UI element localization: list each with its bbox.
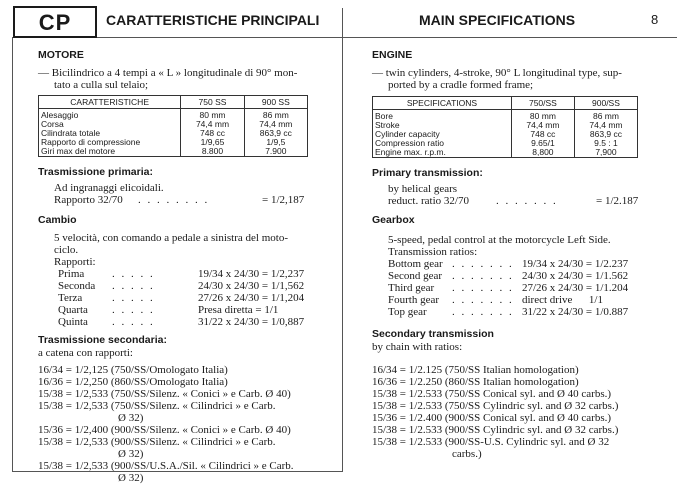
table-cell: 748 cc — [181, 129, 244, 138]
section-badge-label: CP — [38, 10, 72, 35]
secondary-ratio-line: 15/38 = 1/2,533 (750/SS/Silenz. « Cilindrici » e Carb. — [38, 400, 276, 412]
motore-spec-table — [38, 95, 308, 157]
page-number: 8 — [651, 12, 659, 27]
gear-ratio: 31/22 x 24/30 = 1/0.887 — [522, 306, 629, 318]
table-header: CARATTERISTICHE — [39, 96, 181, 109]
table-row — [39, 147, 308, 157]
engine-spec-table — [372, 96, 638, 158]
gearbox-line-2: Transmission ratios: — [388, 246, 478, 258]
cambio-line-2: ciclo. — [54, 244, 79, 256]
secondary-ratio-line: Ø 32) — [118, 472, 144, 484]
primaria-line-1: Ad ingranaggi elicoidali. — [54, 182, 164, 194]
table-cell: 7.900 — [244, 147, 307, 157]
motore-heading: MOTORE — [38, 49, 84, 61]
engine-heading: ENGINE — [372, 49, 413, 61]
leader-dots: . . . . . . . — [452, 258, 514, 270]
secondary-ratio-line: Ø 32) — [118, 412, 144, 424]
leader-dots: . . . . . . . — [452, 294, 514, 306]
trasmissione-primaria-heading: Trasmissione primaria: — [38, 166, 153, 178]
table-header: SPECIFICATIONS — [373, 97, 512, 110]
leader-dots: . . . . . . . — [452, 306, 514, 318]
secondary-ratio-line: 15/38 = 1/2.533 (750/SS Cylindric syl. and Ø 32 carbs.) — [372, 400, 619, 412]
table-cell: 9.65/1 — [511, 139, 574, 148]
motore-description-line-1: — Bicilindrico a 4 tempi a « L » longitudinale di 90° mon- — [38, 67, 298, 79]
table-cell: Rapporto di compressione — [39, 138, 181, 147]
table-header: 750 SS — [181, 96, 244, 109]
table-cell: 863,9 cc — [244, 129, 307, 138]
secondary-ratio-line: 15/38 = 1/2,533 (900/SS/U.S.A./Sil. « Cilindrici » e Carb. — [38, 460, 294, 472]
gear-label: Top gear — [388, 306, 427, 318]
primary-ratio-value: = 1/2.187 — [596, 195, 639, 207]
engine-description-line-1: — twin cylinders, 4-stroke, 90° L longitudinal type, sup- — [372, 67, 622, 79]
secondary-ratio-line: Ø 32) — [118, 448, 144, 460]
header-divider — [97, 37, 677, 38]
table-cell: Engine max. r.p.m. — [373, 148, 512, 158]
secondary-transmission-heading: Secondary transmission — [372, 328, 494, 340]
primary-ratio-label: reduct. ratio 32/70 — [388, 195, 469, 207]
table-cell: 748 cc — [511, 130, 574, 139]
table-cell: 8,800 — [511, 148, 574, 158]
gear-ratio: 19/34 x 24/30 = 1/2.237 — [522, 258, 629, 270]
gear-ratio: Presa diretta = 1/1 — [198, 304, 279, 316]
page-title-english: MAIN SPECIFICATIONS — [418, 12, 576, 28]
cambio-line-3: Rapporti: — [54, 256, 96, 268]
table-row — [373, 148, 638, 158]
gearbox-heading: Gearbox — [372, 214, 415, 226]
secondary-ratio-line: 15/38 = 1/2,533 (900/SS/Silenz. « Cilindrici » e Carb. — [38, 436, 276, 448]
table-cell: Cylinder capacity — [373, 130, 512, 139]
gear-label: Third gear — [388, 282, 435, 294]
secondary-ratio-line: 16/34 = 1/2.125 (750/SS Italian homologation) — [372, 364, 579, 376]
leader-dots: . . . . . . . . — [138, 194, 210, 206]
leader-dots: . . . . . . . — [496, 195, 558, 207]
gear-ratio: direct drive 1/1 — [522, 294, 603, 306]
table-cell: 74,4 mm — [181, 120, 244, 129]
table-cell: Corsa — [39, 120, 181, 129]
primaria-ratio-value: = 1/2,187 — [262, 194, 305, 206]
table-cell: 9.5 : 1 — [574, 139, 637, 148]
table-cell: Compression ratio — [373, 139, 512, 148]
secondary-ratio-line: 16/36 = 1/2.250 (860/SS Italian homologation) — [372, 376, 579, 388]
leader-dots: . . . . . . . — [452, 282, 514, 294]
primaria-ratio-label: Rapporto 32/70 — [54, 194, 123, 206]
gear-ratio: 27/26 x 24/30 = 1/1.204 — [522, 282, 629, 294]
gear-label: Prima — [58, 268, 85, 280]
secondary-ratio-line: 15/36 = 1/2.400 (900/SS Conical syl. and Ø 40 carbs.) — [372, 412, 612, 424]
gear-label: Fourth gear — [388, 294, 440, 306]
secondaria-line-1: a catena con rapporti: — [38, 347, 133, 359]
table-header: 750/SS — [511, 97, 574, 110]
gear-label: Quarta — [58, 304, 88, 316]
section-badge — [13, 6, 97, 38]
table-header: 900/SS — [574, 97, 637, 110]
table-cell: 8.800 — [181, 147, 244, 157]
table-cell: 80 mm — [511, 110, 574, 122]
gear-label: Second gear — [388, 270, 443, 282]
leader-dots: . . . . . — [112, 316, 155, 328]
gearbox-line-1: 5-speed, pedal control at the motorcycle Left Side. — [388, 234, 611, 246]
table-cell: Giri max del motore — [39, 147, 181, 157]
primary-line-1: by helical gears — [388, 183, 458, 195]
gear-ratio: 19/34 x 24/30 = 1/2,237 — [198, 268, 305, 280]
leader-dots: . . . . . — [112, 304, 155, 316]
table-cell: 86 mm — [574, 110, 637, 122]
table-cell: Cilindrata totale — [39, 129, 181, 138]
secondary-ratio-line: carbs.) — [452, 448, 482, 460]
table-cell: Alesaggio — [39, 109, 181, 121]
table-cell: Stroke — [373, 121, 512, 130]
table-header: 900 SS — [244, 96, 307, 109]
table-cell: 863,9 cc — [574, 130, 637, 139]
leader-dots: . . . . . — [112, 280, 155, 292]
column-divider — [342, 8, 343, 472]
gear-label: Terza — [58, 292, 83, 304]
leader-dots: . . . . . . . — [452, 270, 514, 282]
leader-dots: . . . . . — [112, 292, 155, 304]
secondary-ratio-line: 15/38 = 1/2.533 (900/SS-U.S. Cylindric syl. and Ø 32 — [372, 436, 610, 448]
table-cell: 74,4 mm — [574, 121, 637, 130]
cambio-line-1: 5 velocità, con comando a pedale a sinistra del moto- — [54, 232, 288, 244]
table-cell: 1/9,65 — [181, 138, 244, 147]
gear-ratio: 24/30 x 24/30 = 1/1.562 — [522, 270, 629, 282]
table-cell: 74,4 mm — [244, 120, 307, 129]
secondary-ratio-line: 15/38 = 1/2.533 (900/SS Cylindric syl. and Ø 32 carbs.) — [372, 424, 619, 436]
secondary-ratio-line: 16/36 = 1/2,250 (860/SS/Omologato Italia) — [38, 376, 228, 388]
secondary-line-1: by chain with ratios: — [372, 341, 463, 353]
engine-description-line-2: ported by a cradle formed frame; — [388, 79, 534, 91]
table-cell: 86 mm — [244, 109, 307, 121]
table-cell: 1/9,5 — [244, 138, 307, 147]
table-cell: 7,900 — [574, 148, 637, 158]
gear-ratio: 31/22 x 24/30 = 1/0,887 — [198, 316, 305, 328]
gear-label: Seconda — [58, 280, 96, 292]
gear-label: Quinta — [58, 316, 88, 328]
leader-dots: . . . . . — [112, 268, 155, 280]
motore-description-line-2: tato a culla sul telaio; — [54, 79, 149, 91]
trasmissione-secondaria-heading: Trasmissione secondaria: — [38, 334, 167, 346]
gear-ratio: 24/30 x 24/30 = 1/1,562 — [198, 280, 305, 292]
secondary-ratio-line: 15/36 = 1/2,400 (900/SS/Silenz. « Conici » e Carb. Ø 40) — [38, 424, 291, 436]
gear-ratio: 27/26 x 24/30 = 1/1,204 — [198, 292, 305, 304]
secondary-ratio-line: 15/38 = 1/2,533 (750/SS/Silenz. « Conici » e Carb. Ø 40) — [38, 388, 291, 400]
secondary-ratio-line: 16/34 = 1/2,125 (750/SS/Omologato Italia) — [38, 364, 228, 376]
gear-label: Bottom gear — [388, 258, 443, 270]
table-cell: Bore — [373, 110, 512, 122]
secondary-ratio-line: 15/38 = 1/2.533 (750/SS Conical syl. and Ø 40 carbs.) — [372, 388, 612, 400]
table-cell: 74,4 mm — [511, 121, 574, 130]
table-cell: 80 mm — [181, 109, 244, 121]
frame-left-rule — [12, 37, 13, 472]
page-title-italian: CARATTERISTICHE PRINCIPALI — [106, 12, 320, 28]
cambio-heading: Cambio — [38, 214, 77, 226]
primary-transmission-heading: Primary transmission: — [372, 167, 483, 179]
